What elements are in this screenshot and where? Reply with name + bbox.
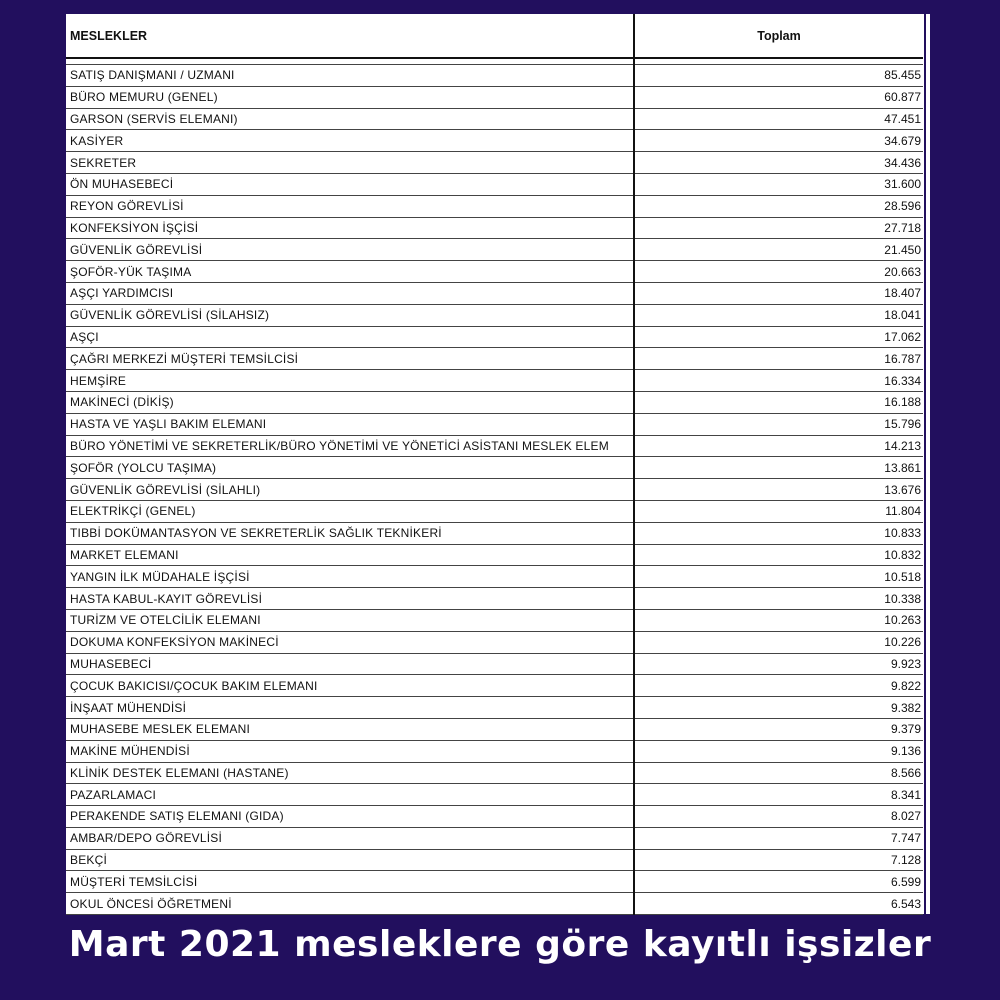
table-row	[66, 108, 923, 130]
total-cell: 18.041	[634, 304, 923, 326]
table-header-row	[66, 14, 923, 58]
total-cell: 9.923	[634, 653, 923, 675]
table-row	[66, 173, 923, 195]
total-cell: 85.455	[634, 65, 923, 87]
total-cell: 8.566	[634, 762, 923, 784]
table-row	[66, 631, 923, 653]
occupation-cell: ŞOFÖR-YÜK TAŞIMA	[66, 261, 634, 283]
table-row	[66, 609, 923, 631]
occupation-cell: GÜVENLİK GÖREVLİSİ	[66, 239, 634, 261]
total-cell: 7.747	[634, 827, 923, 849]
table-row	[66, 893, 923, 915]
occupation-cell: ELEKTRİKÇİ (GENEL)	[66, 500, 634, 522]
spreadsheet-image	[66, 14, 924, 914]
occupation-cell: TIBBİ DOKÜMANTASYON VE SEKRETERLİK SAĞLIK TEKNİKERİ	[66, 522, 634, 544]
table-row	[66, 413, 923, 435]
total-cell: 34.679	[634, 130, 923, 152]
table-row	[66, 762, 923, 784]
table-row	[66, 784, 923, 806]
table-row	[66, 391, 923, 413]
table-row	[66, 479, 923, 501]
occupation-cell: GÜVENLİK GÖREVLİSİ (SİLAHSIZ)	[66, 304, 634, 326]
header-occupation: MESLEKLER	[66, 14, 634, 58]
table-row	[66, 740, 923, 762]
table-row	[66, 849, 923, 871]
occupation-cell: KONFEKSİYON İŞÇİSİ	[66, 217, 634, 239]
total-cell: 10.226	[634, 631, 923, 653]
occupation-cell: MARKET ELEMANI	[66, 544, 634, 566]
table-row	[66, 261, 923, 283]
occupation-cell: DOKUMA KONFEKSİYON MAKİNECİ	[66, 631, 634, 653]
table-row	[66, 65, 923, 87]
table-row	[66, 827, 923, 849]
occupation-cell: MUHASEBECİ	[66, 653, 634, 675]
header-total: Toplam	[634, 14, 923, 58]
total-cell: 13.861	[634, 457, 923, 479]
table-row	[66, 806, 923, 828]
total-cell: 9.822	[634, 675, 923, 697]
table-row	[66, 239, 923, 261]
total-cell: 10.518	[634, 566, 923, 588]
total-cell: 10.338	[634, 588, 923, 610]
caption-title: Mart 2021 mesleklere göre kayıtlı işsizler	[68, 924, 932, 965]
table-row	[66, 370, 923, 392]
table-row	[66, 566, 923, 588]
total-cell: 28.596	[634, 195, 923, 217]
occupation-cell: GÜVENLİK GÖREVLİSİ (SİLAHLI)	[66, 479, 634, 501]
total-cell: 9.136	[634, 740, 923, 762]
occupation-cell: HASTA KABUL-KAYIT GÖREVLİSİ	[66, 588, 634, 610]
total-cell: 18.407	[634, 282, 923, 304]
occupation-cell: AŞÇI YARDIMCISI	[66, 282, 634, 304]
total-cell: 8.341	[634, 784, 923, 806]
table-row	[66, 544, 923, 566]
table-row	[66, 588, 923, 610]
total-cell: 20.663	[634, 261, 923, 283]
table-row	[66, 522, 923, 544]
occupation-cell: BEKÇİ	[66, 849, 634, 871]
table-row	[66, 326, 923, 348]
table-row	[66, 871, 923, 893]
total-cell: 9.382	[634, 697, 923, 719]
occupation-cell: ŞOFÖR (YOLCU TAŞIMA)	[66, 457, 634, 479]
table-row	[66, 152, 923, 174]
occupation-cell: BÜRO MEMURU (GENEL)	[66, 86, 634, 108]
total-cell: 6.599	[634, 871, 923, 893]
occupation-cell: HEMŞİRE	[66, 370, 634, 392]
sheet-edge-line	[926, 14, 930, 914]
table-row	[66, 348, 923, 370]
total-cell: 60.877	[634, 86, 923, 108]
total-cell: 27.718	[634, 217, 923, 239]
table-row	[66, 217, 923, 239]
occupation-cell: KASİYER	[66, 130, 634, 152]
occupation-cell: KLİNİK DESTEK ELEMANI (HASTANE)	[66, 762, 634, 784]
occupation-cell: MÜŞTERİ TEMSİLCİSİ	[66, 871, 634, 893]
occupation-cell: ÇAĞRI MERKEZİ MÜŞTERİ TEMSİLCİSİ	[66, 348, 634, 370]
table-row	[66, 718, 923, 740]
occupation-cell: MAKİNE MÜHENDİSİ	[66, 740, 634, 762]
occupation-cell: GARSON (SERVİS ELEMANI)	[66, 108, 634, 130]
table-row	[66, 130, 923, 152]
total-cell: 13.676	[634, 479, 923, 501]
total-cell: 17.062	[634, 326, 923, 348]
occupation-cell: YANGIN İLK MÜDAHALE İŞÇİSİ	[66, 566, 634, 588]
total-cell: 10.833	[634, 522, 923, 544]
table-body	[66, 58, 923, 915]
table-row	[66, 457, 923, 479]
total-cell: 14.213	[634, 435, 923, 457]
occupation-cell: AMBAR/DEPO GÖREVLİSİ	[66, 827, 634, 849]
table-row	[66, 675, 923, 697]
table-row	[66, 195, 923, 217]
total-cell: 8.027	[634, 806, 923, 828]
occupation-cell: REYON GÖREVLİSİ	[66, 195, 634, 217]
total-cell: 16.334	[634, 370, 923, 392]
total-cell: 6.543	[634, 893, 923, 915]
total-cell: 16.188	[634, 391, 923, 413]
total-cell: 34.436	[634, 152, 923, 174]
table-row	[66, 304, 923, 326]
table-row	[66, 86, 923, 108]
occupation-table	[66, 14, 923, 915]
occupation-cell: BÜRO YÖNETİMİ VE SEKRETERLİK/BÜRO YÖNETİMİ VE YÖNETİCİ ASİSTANI MESLEK ELEM	[66, 435, 634, 457]
occupation-cell: MUHASEBE MESLEK ELEMANI	[66, 718, 634, 740]
occupation-cell: OKUL ÖNCESİ ÖĞRETMENİ	[66, 893, 634, 915]
total-cell: 15.796	[634, 413, 923, 435]
table-row	[66, 282, 923, 304]
occupation-cell: PAZARLAMACI	[66, 784, 634, 806]
table-row	[66, 500, 923, 522]
occupation-cell: PERAKENDE SATIŞ ELEMANI (GIDA)	[66, 806, 634, 828]
total-cell: 11.804	[634, 500, 923, 522]
total-cell: 9.379	[634, 718, 923, 740]
occupation-cell: SEKRETER	[66, 152, 634, 174]
occupation-cell: AŞÇI	[66, 326, 634, 348]
total-cell: 10.263	[634, 609, 923, 631]
occupation-cell: İNŞAAT MÜHENDİSİ	[66, 697, 634, 719]
occupation-cell: MAKİNECİ (DİKİŞ)	[66, 391, 634, 413]
occupation-cell: TURİZM VE OTELCİLİK ELEMANI	[66, 609, 634, 631]
total-cell: 16.787	[634, 348, 923, 370]
occupation-cell: SATIŞ DANIŞMANI / UZMANI	[66, 65, 634, 87]
table-row	[66, 697, 923, 719]
total-cell: 10.832	[634, 544, 923, 566]
total-cell: 7.128	[634, 849, 923, 871]
occupation-cell: HASTA VE YAŞLI BAKIM ELEMANI	[66, 413, 634, 435]
table-row	[66, 653, 923, 675]
total-cell: 31.600	[634, 173, 923, 195]
occupation-cell: ÇOCUK BAKICISI/ÇOCUK BAKIM ELEMANI	[66, 675, 634, 697]
table-row	[66, 435, 923, 457]
occupation-cell: ÖN MUHASEBECİ	[66, 173, 634, 195]
total-cell: 21.450	[634, 239, 923, 261]
total-cell: 47.451	[634, 108, 923, 130]
